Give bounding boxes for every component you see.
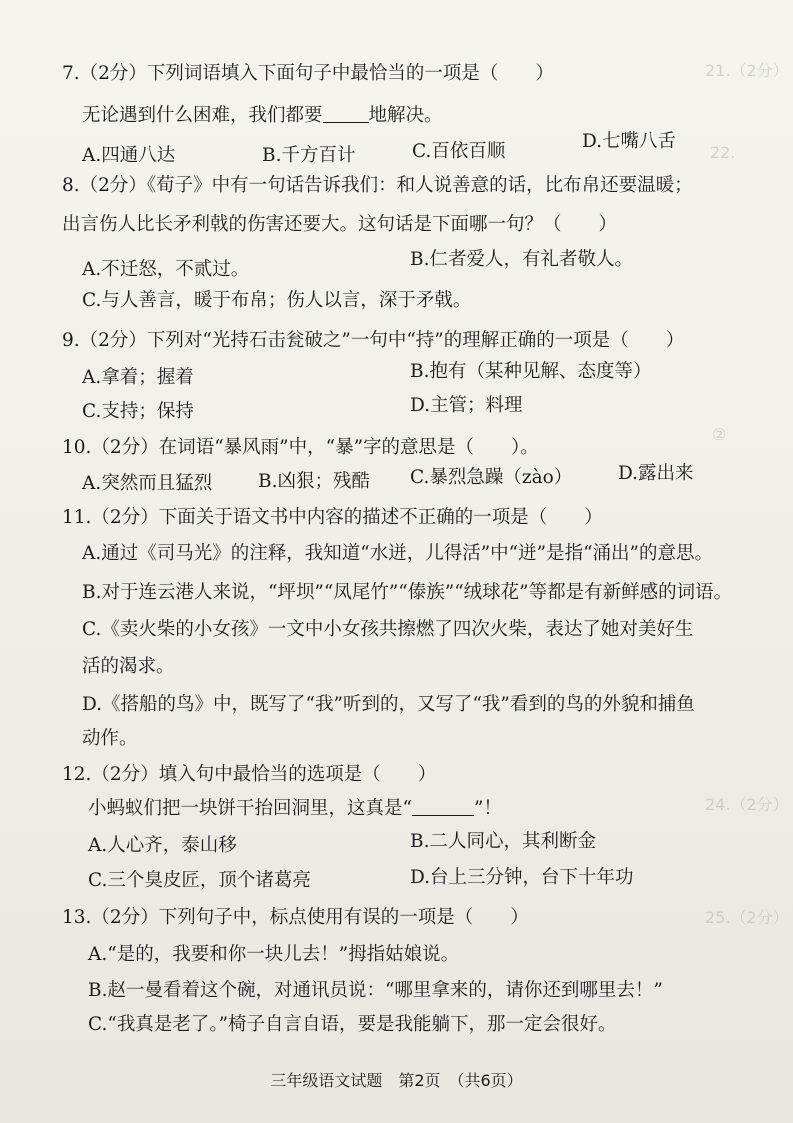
- q8-stem-line1: 8.（2分）《荀子》中有一句话告诉我们：和人说善意的话，比布帛还要温暖；: [62, 175, 693, 196]
- q7-option-a[interactable]: A.四通八达: [82, 145, 176, 166]
- q9-stem: 9.（2分）下列对“光持石击瓮破之”一句中“持”的理解正确的一项是（ ）: [62, 330, 685, 351]
- q7-fill-blank[interactable]: [323, 122, 369, 123]
- q12-sentence-end: ”！: [473, 798, 502, 819]
- q10-option-a[interactable]: A.突然而且猛烈: [82, 473, 213, 494]
- q8-stem-line2: 出言伤人比长矛利戟的伤害还要大。这句话是下面哪一句？（ ）: [62, 214, 618, 235]
- q13-stem: 13.（2分）下列句子中，标点使用有误的一项是（ ）: [62, 907, 529, 928]
- q13-option-a[interactable]: A.“是的，我要和你一块儿去！”拇指姑娘说。: [88, 944, 460, 965]
- q8-option-a[interactable]: A.不迁怒，不贰过。: [82, 259, 250, 280]
- q7-option-d[interactable]: D.七嘴八舌: [582, 131, 677, 152]
- q13-option-c[interactable]: C.“我真是老了。”椅子自言自语，要是我能躺下，那一定会很好。: [88, 1014, 617, 1035]
- q11-option-d-line2: 动作。: [82, 728, 138, 749]
- q12-option-d[interactable]: D.台上三分钟，台下十年功: [410, 867, 634, 888]
- q8-option-b[interactable]: B.仁者爱人，有礼者敬人。: [410, 249, 633, 270]
- q13-option-b[interactable]: B.赵一曼看着这个碗，对通讯员说：“哪里拿来的，请你还到哪里去！”: [88, 980, 663, 1001]
- q10-option-b[interactable]: B.凶狠；残酷: [258, 471, 370, 492]
- q11-option-c-line1[interactable]: C.《卖火柴的小女孩》一文中小女孩共擦燃了四次火柴，表达了她对美好生: [82, 619, 694, 640]
- q12-option-b[interactable]: B.二人同心，其利断金: [410, 831, 596, 852]
- q9-option-c[interactable]: C.支持；保持: [82, 401, 194, 422]
- q12-sentence-start: 小蚂蚁们把一块饼干抬回洞里，这真是“: [88, 798, 412, 819]
- q12-option-a[interactable]: A.人心齐，泰山移: [88, 835, 237, 856]
- q7-option-b[interactable]: B.千方百计: [262, 145, 356, 166]
- bleed-through-text: 24.（2分）: [705, 795, 789, 814]
- q7-option-c[interactable]: C.百依百顺: [412, 141, 506, 162]
- q12-sentence: [88, 797, 502, 821]
- q11-option-b[interactable]: B.对于连云港人来说，“坪坝”“凤尾竹”“傣族”“绒球花”等都是有新鲜感的词语。: [82, 582, 733, 603]
- q11-option-a[interactable]: A.通过《司马光》的注释，我知道“水迸，儿得活”中“迸”是指“涌出”的意思。: [82, 543, 713, 564]
- q12-stem: 12.（2分）填入句中最恰当的选项是（ ）: [62, 764, 437, 785]
- q7-sentence-start: 无论遇到什么困难，我们都要: [82, 105, 323, 126]
- q9-option-b[interactable]: B.抱有（某种见解、态度等）: [410, 361, 652, 382]
- bleed-through-text: 21.（2分）: [705, 61, 789, 80]
- q12-fill-blank[interactable]: [412, 815, 474, 816]
- q11-option-d-line1[interactable]: D.《搭船的鸟》中，既写了“我”听到的，又写了“我”看到的鸟的外貌和捕鱼: [82, 694, 695, 715]
- bleed-through-text: 25.（2分）: [705, 908, 789, 927]
- q12-option-c[interactable]: C.三个臭皮匠，顶个诸葛亮: [88, 870, 311, 891]
- q11-stem: 11.（2分）下面关于语文书中内容的描述不正确的一项是（ ）: [62, 507, 603, 528]
- q9-option-a[interactable]: A.拿着；握着: [82, 367, 194, 388]
- bleed-through-text: 22.: [710, 143, 736, 162]
- bleed-through-text: ②: [712, 425, 727, 444]
- q7-sentence-end: 地解决。: [368, 105, 443, 126]
- page-footer: 三年级语文试题 第2页 （共6页）: [270, 1071, 523, 1090]
- q8-option-c[interactable]: C.与人善言，暖于布帛；伤人以言，深于矛戟。: [82, 290, 472, 311]
- q10-option-c[interactable]: C.暴烈急躁（zào）: [410, 467, 573, 488]
- q7-stem: 7.（2分）下列词语填入下面句子中最恰当的一项是（ ）: [62, 63, 554, 84]
- q11-option-c-line2: 活的渴求。: [82, 656, 175, 677]
- q10-stem: 10.（2分）在词语“暴风雨”中，“暴”字的意思是（ ）。: [62, 437, 539, 458]
- q10-option-d[interactable]: D.露出来: [618, 463, 694, 484]
- q9-option-d[interactable]: D.主管；料理: [410, 395, 523, 416]
- q7-sentence: [82, 104, 443, 128]
